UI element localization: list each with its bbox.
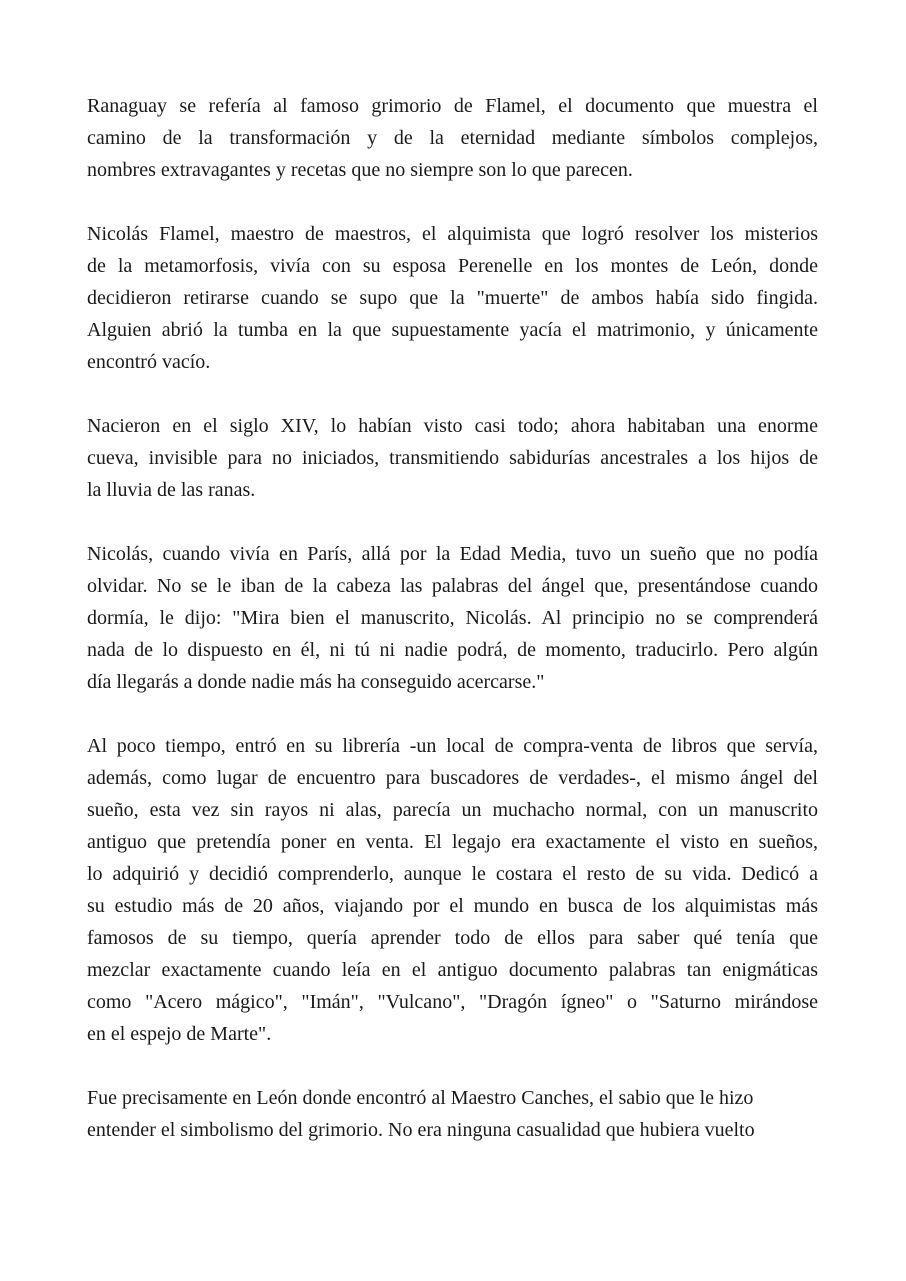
text-line: como "Acero mágico", "Imán", "Vulcano", "Dragón ígneo" o "Saturno mirándose xyxy=(87,991,818,1013)
text-line: Ranaguay se refería al famoso grimorio de Flamel, el documento que muestra el xyxy=(87,95,818,117)
text-line: famosos de su tiempo, quería aprender todo de ellos para saber qué tenía que xyxy=(87,927,818,949)
text-line: Nacieron en el siglo XIV, lo habían visto casi todo; ahora habitaban una enorme xyxy=(87,415,818,437)
text-line: Nicolás, cuando vivía en París, allá por la Edad Media, tuvo un sueño que no podía xyxy=(87,543,818,565)
text-line: de la metamorfosis, vivía con su esposa Perenelle en los montes de León, donde xyxy=(87,255,818,277)
text-line: en el espejo de Marte". xyxy=(87,1023,272,1045)
text-line: la lluvia de las ranas. xyxy=(87,479,256,501)
text-line: camino de la transformación y de la eternidad mediante símbolos complejos, xyxy=(87,127,818,149)
text-line: decidieron retirarse cuando se supo que la "muerte" de ambos había sido fingida. xyxy=(87,287,818,309)
text-line: Nicolás Flamel, maestro de maestros, el alquimista que logró resolver los misterios xyxy=(87,223,818,245)
text-line: su estudio más de 20 años, viajando por el mundo en busca de los alquimistas más xyxy=(87,895,818,917)
text-line: mezclar exactamente cuando leía en el antiguo documento palabras tan enigmáticas xyxy=(87,959,818,981)
text-line: día llegarás a donde nadie más ha conseguido acercarse." xyxy=(87,671,545,693)
paragraph xyxy=(87,410,818,506)
text-line: nada de lo dispuesto en él, ni tú ni nadie podrá, de momento, traducirlo. Pero algún xyxy=(87,639,818,661)
paragraph xyxy=(87,730,818,1050)
text-line: además, como lugar de encuentro para buscadores de verdades-, el mismo ángel del xyxy=(87,767,818,789)
paragraph xyxy=(87,90,818,186)
text-line: nombres extravagantes y recetas que no siempre son lo que parecen. xyxy=(87,159,633,181)
text-line: entender el simbolismo del grimorio. No era ninguna casualidad que hubiera vuelto xyxy=(87,1119,755,1141)
text-line: dormía, le dijo: "Mira bien el manuscrito, Nicolás. Al principio no se comprenderá xyxy=(87,607,818,629)
text-line: Al poco tiempo, entró en su librería -un local de compra-venta de libros que servía, xyxy=(87,735,818,757)
document-page xyxy=(87,90,818,1178)
paragraph xyxy=(87,538,818,698)
paragraph xyxy=(87,218,818,378)
text-line: antiguo que pretendía poner en venta. El legajo era exactamente el visto en sueños, xyxy=(87,831,818,853)
paragraph xyxy=(87,1082,818,1146)
text-line: Alguien abrió la tumba en la que supuestamente yacía el matrimonio, y únicamente xyxy=(87,319,818,341)
text-line: cueva, invisible para no iniciados, transmitiendo sabidurías ancestrales a los hijos de xyxy=(87,447,818,469)
text-line: lo adquirió y decidió comprenderlo, aunque le costara el resto de su vida. Dedicó a xyxy=(87,863,818,885)
text-line: olvidar. No se le iban de la cabeza las palabras del ángel que, presentándose cuando xyxy=(87,575,818,597)
text-line: Fue precisamente en León donde encontró al Maestro Canches, el sabio que le hizo xyxy=(87,1087,754,1109)
text-line: sueño, esta vez sin rayos ni alas, parecía un muchacho normal, con un manuscrito xyxy=(87,799,818,821)
text-line: encontró vacío. xyxy=(87,351,211,373)
